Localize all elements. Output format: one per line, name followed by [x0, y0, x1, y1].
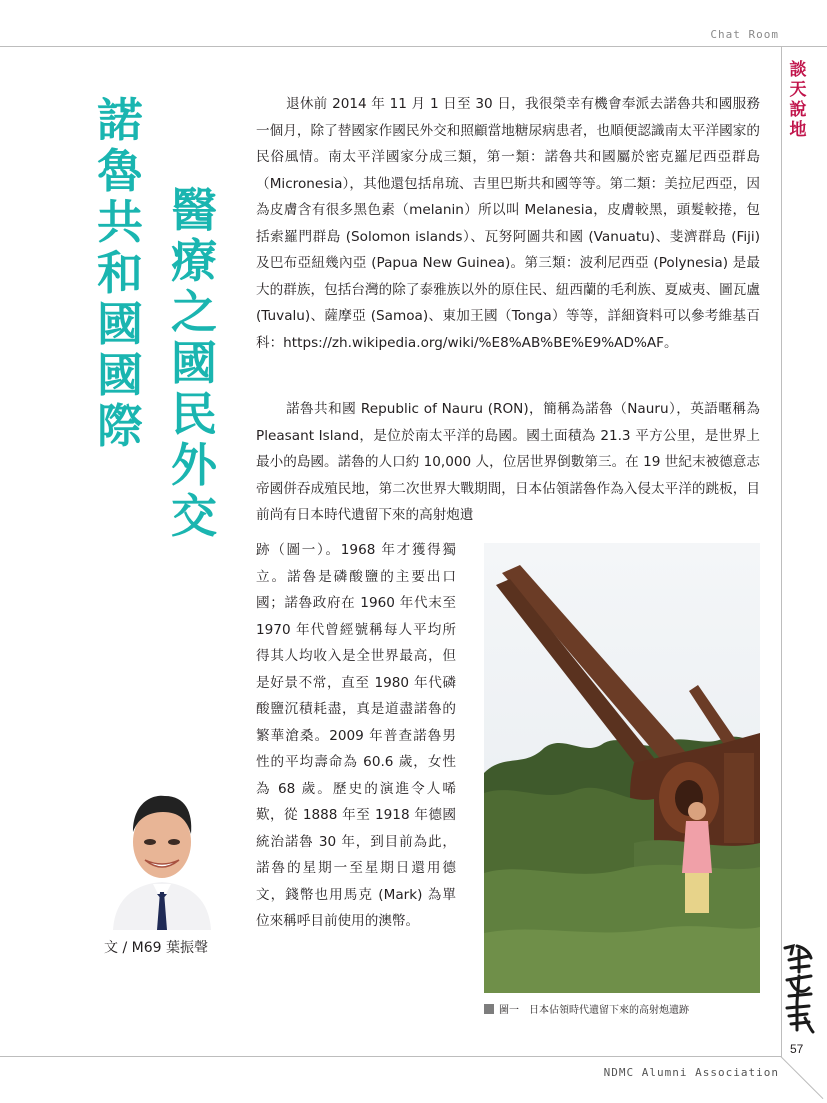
figure-anti-aircraft-gun-photo [484, 543, 760, 993]
article-title-line-1 [92, 95, 148, 452]
footer-rule [0, 1056, 782, 1057]
caption-marker [484, 1004, 494, 1014]
title-char: 諾 [97, 93, 143, 147]
title-char: 國 [97, 297, 143, 351]
article-title-line-2 [166, 185, 222, 542]
corner-rule [780, 1056, 823, 1099]
caption-text: 圖一 日本佔領時代遺留下來的高射炮遺跡 [499, 1005, 689, 1016]
title-char: 和 [97, 246, 143, 300]
page-number: 57 [790, 1042, 804, 1056]
author-byline: 文 / M69 葉振聲 [104, 940, 208, 956]
title-char: 之 [171, 285, 217, 339]
article-paragraph-3: 跡（圖一）。1968 年才獲得獨立。諾魯是磷酸鹽的主要出口國；諾魯政府在 1960 年代末至 1970 年代曾經號稱每人平均所得其人均收入是全世界最高，但是好景不常，直至 1980 年代磷酸鹽沉積耗盡，真是道盡諾魯的繁華滄桑。2009 年普查諾魯男性的平均壽命為 60.6 歲，女性為 68 歲。歷史的演進令人唏歎，從 1888 年至 1918 年德國統治諾魯 30 年，到目前為此，諾魯的星期一至星期日還用德文，錢幣也用馬克 (Mark) 為單位來稱呼目前使用的澳幣。 [256, 542, 456, 929]
side-rule [781, 46, 782, 1056]
title-char: 際 [97, 399, 143, 453]
figure-caption [484, 1001, 689, 1016]
author-portrait-image [105, 780, 219, 930]
section-char: 談 [789, 60, 807, 80]
title-char: 醫 [171, 183, 217, 237]
title-char: 療 [171, 234, 217, 288]
title-char: 民 [171, 387, 217, 441]
article-paragraph-2: 諾魯共和國 Republic of Nauru (RON)，簡稱為諾魯（Nauru），英語暱稱為 Pleasant Island，是位於南太平洋的島國。國土面積為 21.3 平方公里，是世界上最小的島國。諾魯的人口約 10,000 人，位居世界倒數第三。在 19 世紀末被德意志帝國併吞成殖民地，第二次世界大戰期間，日本佔領諾魯作為入侵太平洋的跳板，目前尚有日本時代遺留下來的高射炮遺 [256, 401, 760, 523]
title-char: 國 [171, 336, 217, 390]
section-name-en: Chat Room [710, 28, 779, 41]
title-char: 魯 [97, 144, 143, 198]
title-char: 交 [171, 489, 217, 543]
header-rule [0, 46, 827, 47]
article-paragraph-1: 退休前 2014 年 11 月 1 日至 30 日，我很榮幸有機會奉派去諾魯共和國服務一個月，除了替國家作國民外交和照顧當地糖尿病患者，也順便認識南太平洋國家的民俗風情。南太平洋國家分成三類，第一類：諾魯共和國屬於密克羅尼西亞群島（Micronesia），其他還包括帛琉、吉里巴斯共和國等等。第二類：美拉尼西亞，因為皮膚含有很多黑色素（melanin）所以叫 Melanesia，皮膚較黑，頭髮較捲，包括索羅門群島 (Solomon islands）、瓦努阿圖共和國 (Vanuatu)、斐濟群島 (Fiji) 及巴布亞紐幾內亞 (Papua New Guinea)。第三類：波利尼西亞 (Polynesia) 是最大的群族，包括台灣的除了泰雅族以外的原住民、紐西蘭的毛利族、夏威夷、圖瓦盧 (Tuvalu)、薩摩亞 (Samoa)、東加王國（Tonga）等等，詳細資料可以參考維基百科：https://zh.wikipedia.org/wiki/%E8%AB%BE%E9%AD%AF。 [256, 96, 760, 351]
title-char: 共 [97, 195, 143, 249]
title-char: 國 [97, 348, 143, 402]
section-char: 地 [789, 120, 807, 140]
publication-calligraphy-logo [779, 942, 819, 1036]
section-char: 天 [789, 80, 807, 100]
section-char: 說 [789, 100, 807, 120]
title-char: 外 [171, 438, 217, 492]
footer-association: NDMC Alumni Association [603, 1066, 779, 1079]
section-name-zh [785, 60, 811, 140]
